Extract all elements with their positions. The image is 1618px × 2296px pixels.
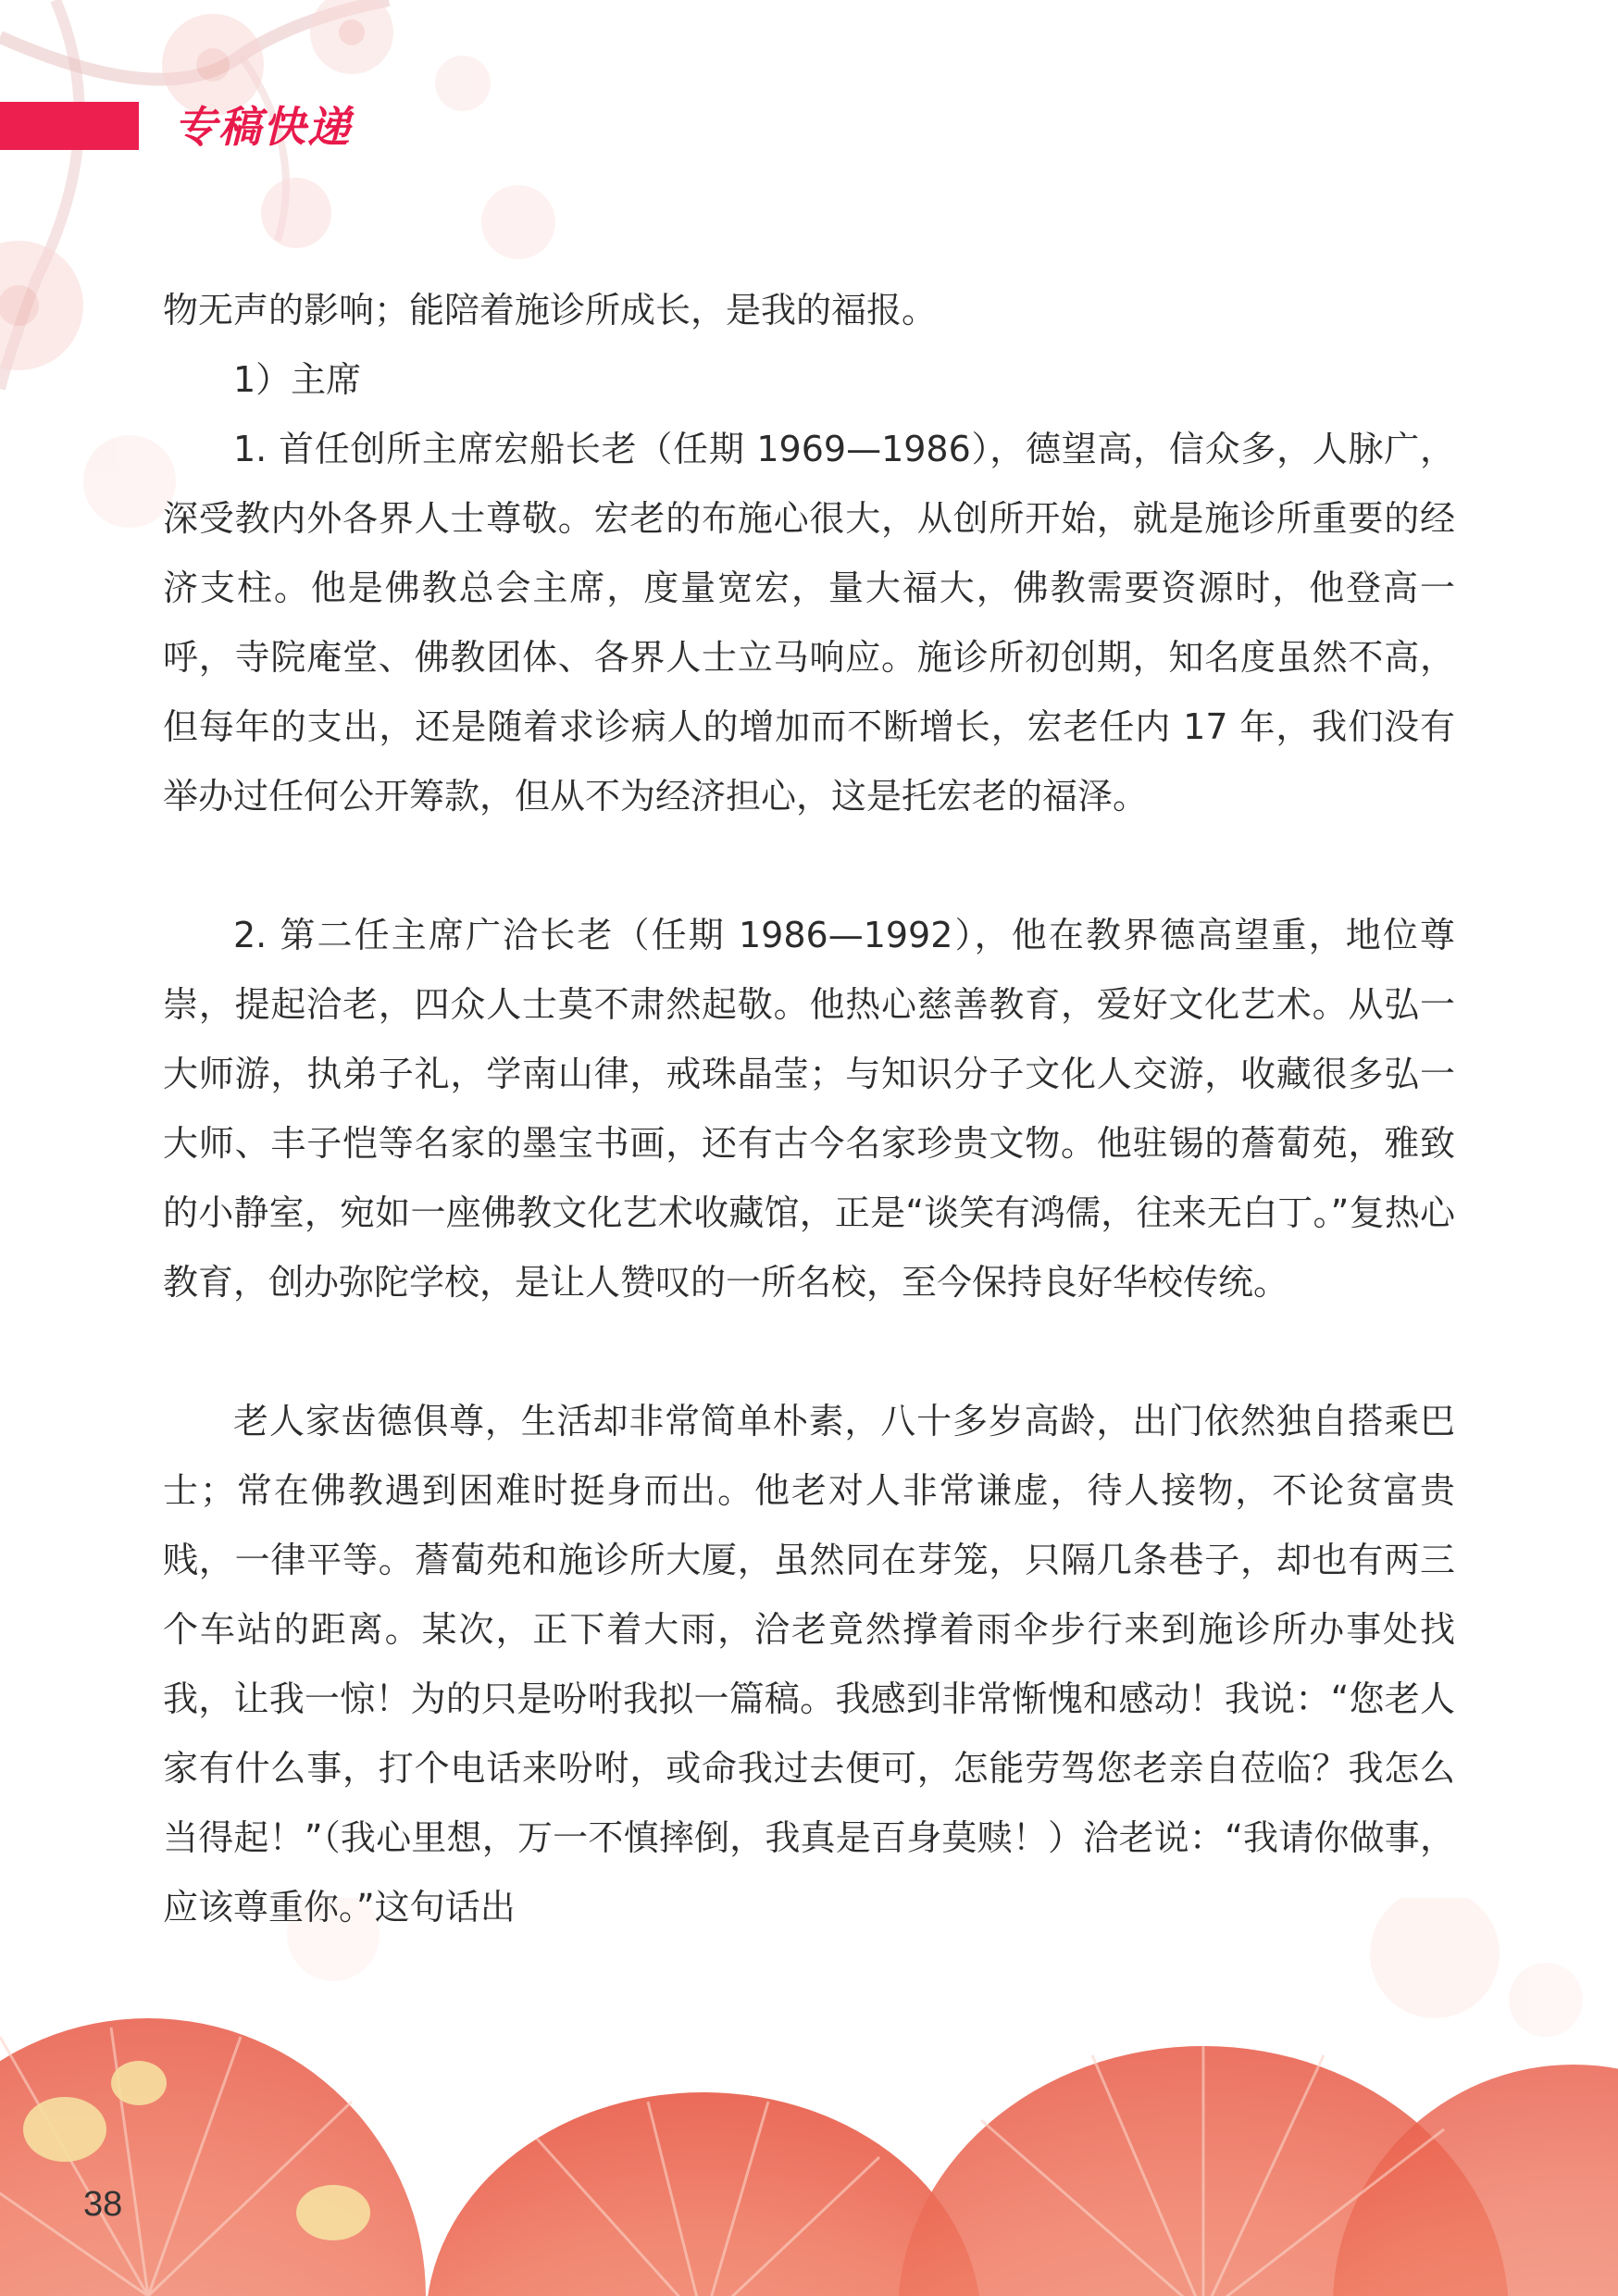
header-accent-bar — [0, 102, 139, 150]
section-title: 专稿快递 — [174, 102, 352, 152]
paragraph-anecdote: 老人家齿德俱尊，生活却非常简单朴素，八十多岁高龄，出门依然独自搭乘巴士；常在佛教遇到困难时挺身而出。他老对人非常谦虚，待人接物，不论贫富贵贱，一律平等。薝蔔苑和施诊所大厦，虽然同在芽笼，只隔几条巷子，却也有两三个车站的距离。某次，正下着大雨，洽老竟然撑着雨伞步行来到施诊所办事处找我，让我一惊！为的只是吩咐我拟一篇稿。我感到非常惭愧和感动！我说：“您老人家有什么事，打个电话来吩咐，或命我过去便可，怎能劳驾您老亲自莅临？我怎么当得起！”（我心里想，万一不慎摔倒，我真是百身莫赎！）洽老说：“我请你做事，应该尊重你。”这句话出 — [163, 1401, 1455, 1928]
article-body — [163, 276, 1455, 1942]
fan-pattern-decoration — [0, 1898, 1618, 2296]
page-number: 38 — [83, 2185, 123, 2224]
continuation-paragraph: 物无声的影响；能陪着施诊所成长，是我的福报。 — [163, 290, 938, 331]
paragraph-second-chairman: 2. 第二任主席广洽长老（任期 1986—1992），他在教界德高望重，地位尊崇，提起洽老，四众人士莫不肃然起敬。他热心慈善教育，爱好文化艺术。从弘一大师游，执弟子礼，学南山律，戒珠晶莹；与知识分子文化人交游，收藏很多弘一大师、丰子恺等名家的墨宝书画，还有古今名家珍贵文物。他驻锡的薝蔔苑，雅致的小静室，宛如一座佛教文化艺术收藏馆，正是“谈笑有鸿儒，往来无白丁。”复热心教育，创办弥陀学校，是让人赞叹的一所名校，至今保持良好华校传统。 — [163, 915, 1455, 1303]
paragraph-first-chairman: 1. 首任创所主席宏船长老（任期 1969—1986），德望高，信众多，人脉广，深受教内外各界人士尊敬。宏老的布施心很大，从创所开始，就是施诊所重要的经济支柱。他是佛教总会主席，度量宽宏，量大福大，佛教需要资源时，他登高一呼，寺院庵堂、佛教团体、各界人士立马响应。施诊所初创期，知名度虽然不高，但每年的支出，还是随着求诊病人的增加而不断增长，宏老任内 17 年，我们没有举办过任何公开筹款，但从不为经济担心，这是托宏老的福泽。 — [163, 429, 1455, 817]
section-heading: 1）主席 — [233, 359, 362, 400]
